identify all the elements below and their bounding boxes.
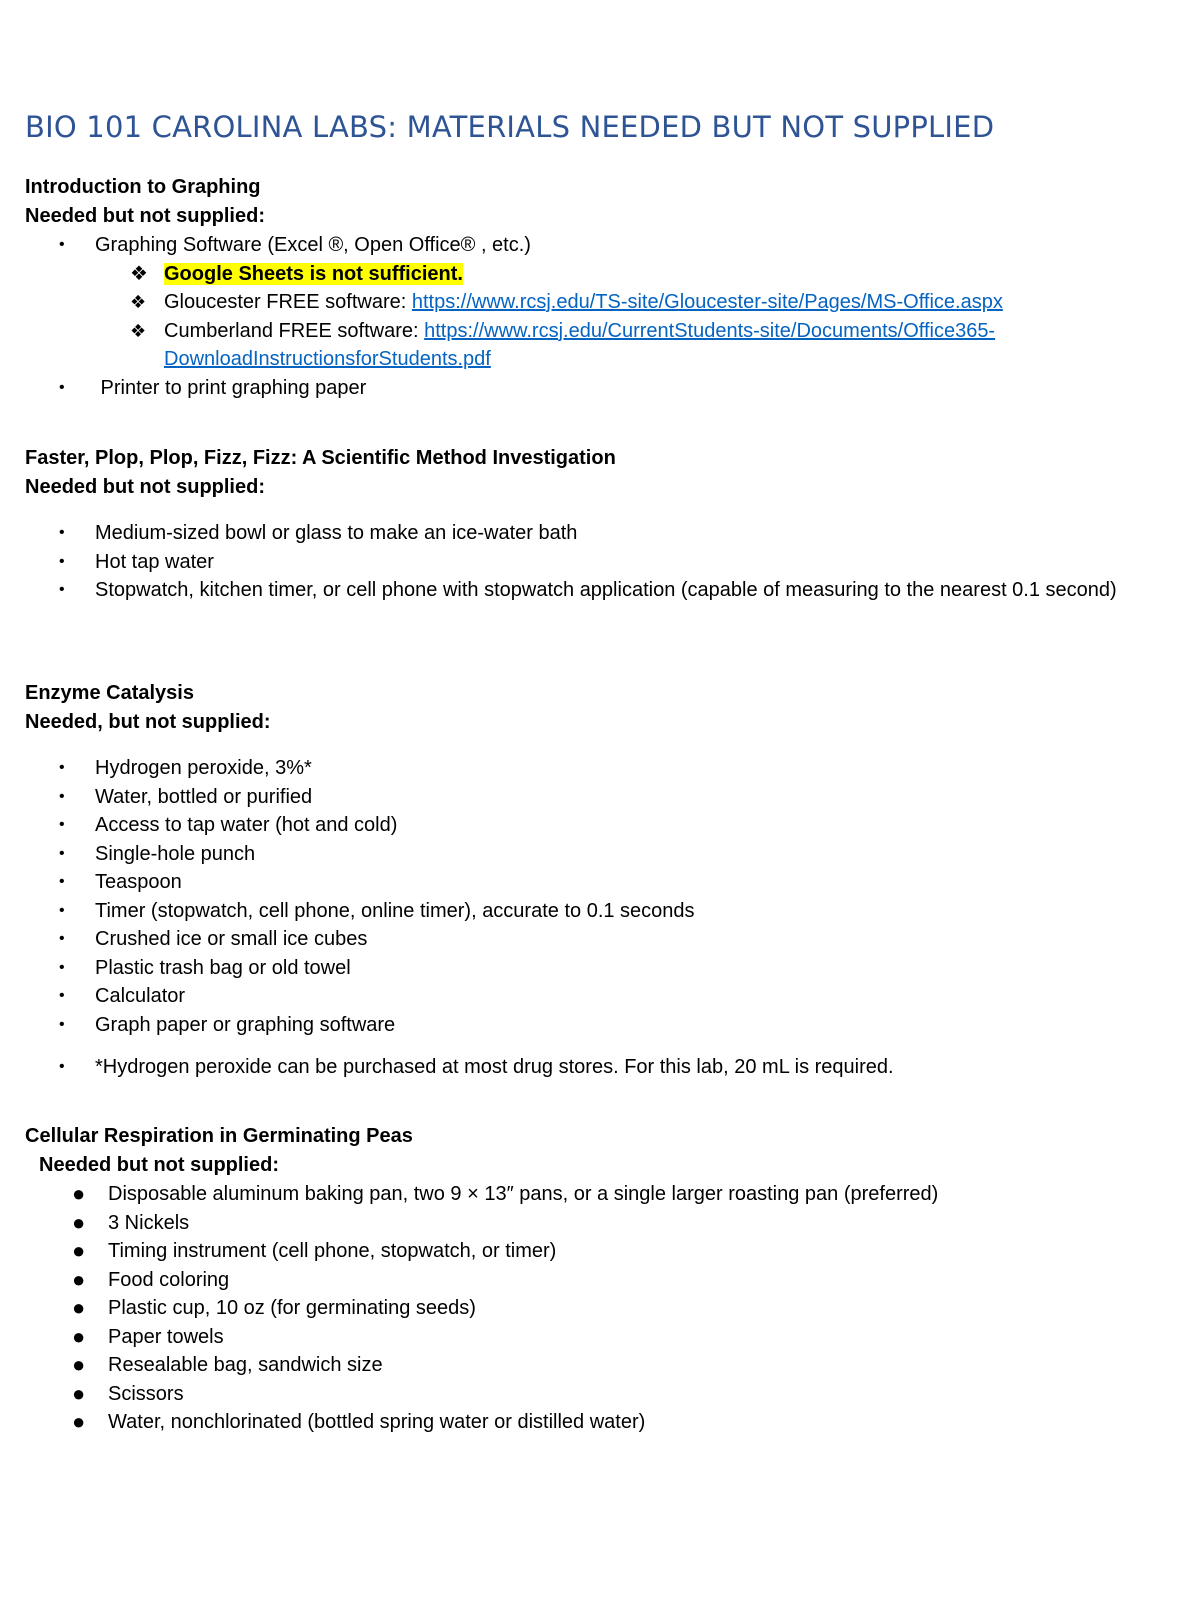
list-item — [25, 754, 1175, 783]
list-item — [25, 1380, 1175, 1409]
bullet-icon: ● — [72, 1409, 86, 1434]
list-item — [25, 783, 1175, 812]
section-heading: Introduction to Graphing — [25, 176, 261, 198]
list-item — [25, 374, 1175, 403]
materials-list — [25, 231, 1175, 260]
list-item — [25, 1351, 1175, 1380]
list-item — [25, 925, 1175, 954]
section-enzyme-catalysis — [25, 679, 1175, 1082]
list-item-text: Disposable aluminum baking pan, two 9 × 13″ pans, or a single larger roasting pan (preferred) — [108, 1183, 939, 1205]
materials-list — [25, 1180, 1175, 1437]
list-item — [25, 954, 1175, 983]
bullet-icon: • — [59, 1058, 65, 1075]
list-item-text: Medium-sized bowl or glass to make an ice-water bath — [95, 522, 578, 544]
sub-list-item — [25, 317, 1175, 374]
list-item — [25, 576, 1175, 605]
highlighted-warning: Google Sheets is not sufficient. — [164, 262, 463, 285]
bullet-icon: ● — [72, 1352, 86, 1377]
cumberland-software-link[interactable]: https://www.rcsj.edu/CurrentStudents-site/Documents/Office365- — [424, 319, 996, 342]
list-item — [25, 519, 1175, 548]
list-item-text: Timing instrument (cell phone, stopwatch, or timer) — [108, 1240, 557, 1262]
materials-list — [25, 754, 1175, 1082]
bullet-icon: • — [59, 816, 65, 833]
list-item-text: Plastic cup, 10 oz (for germinating seeds) — [108, 1297, 476, 1319]
bullet-icon: ● — [72, 1266, 86, 1292]
list-item — [25, 1408, 1175, 1437]
footnote-item — [25, 1053, 1175, 1082]
bullet-icon: ● — [72, 1238, 86, 1263]
sub-list — [25, 260, 1175, 374]
bullet-icon: • — [59, 236, 65, 253]
section-heading: Faster, Plop, Plop, Fizz, Fizz: A Scientific Method Investigation — [25, 447, 616, 469]
bullet-icon: ● — [72, 1380, 86, 1406]
list-item — [25, 1011, 1175, 1040]
bullet-icon: • — [59, 1015, 65, 1033]
bullet-icon: • — [59, 759, 65, 776]
list-item-text: Single-hole punch — [95, 842, 256, 865]
bullet-icon: • — [59, 930, 65, 947]
list-item-text: Plastic trash bag or old towel — [95, 956, 351, 979]
bullet-icon: ● — [72, 1181, 86, 1206]
list-item-text: Timer (stopwatch, cell phone, online timer), accurate to 0.1 seconds — [95, 899, 695, 922]
list-item-text: Graph paper or graphing software — [95, 1013, 396, 1036]
list-item — [25, 548, 1175, 577]
list-item-text: Printer to print graphing paper — [95, 376, 367, 399]
section-subheading: Needed but not supplied: — [25, 476, 265, 498]
section-scientific-method — [25, 444, 1175, 605]
section-introduction-to-graphing — [25, 173, 1175, 402]
link-label: Gloucester FREE software: — [164, 291, 412, 313]
sub-list-item — [25, 288, 1175, 317]
sub-list-item — [25, 260, 1175, 289]
list-item-text: Resealable bag, sandwich size — [108, 1354, 383, 1376]
list-item-text: Water, bottled or purified — [95, 785, 313, 808]
link-label: Cumberland FREE software: — [164, 319, 425, 342]
list-item — [25, 840, 1175, 869]
bullet-icon: • — [59, 901, 65, 919]
list-item — [25, 1237, 1175, 1266]
list-item-text: Hydrogen peroxide, 3%* — [95, 757, 312, 779]
list-item — [25, 897, 1175, 926]
list-item — [25, 1209, 1175, 1238]
list-item-text: Food coloring — [108, 1268, 230, 1291]
bullet-icon: • — [59, 581, 65, 598]
bullet-icon: • — [59, 552, 65, 570]
list-item-text: Hot tap water — [95, 550, 214, 573]
gloucester-software-link[interactable]: https://www.rcsj.edu/TS-site/Gloucester-site/Pages/MS-Office.aspx — [411, 291, 1003, 313]
list-item-text: 3 Nickels — [108, 1211, 190, 1234]
bullet-icon: ● — [72, 1295, 86, 1320]
bullet-icon: • — [59, 378, 65, 396]
bullet-icon: ● — [72, 1323, 86, 1349]
list-item-text: Graphing Software (Excel ®, Open Office® , etc.) — [95, 234, 531, 256]
list-item — [25, 1323, 1175, 1352]
list-item — [25, 868, 1175, 897]
bullet-icon: • — [59, 524, 65, 541]
bullet-icon: • — [59, 873, 65, 890]
list-item-text: Calculator — [95, 985, 186, 1007]
cumberland-software-link-continued[interactable]: DownloadInstructionsforStudents.pdf — [164, 348, 491, 370]
bullet-icon: • — [59, 958, 65, 976]
bullet-icon: ● — [72, 1209, 86, 1235]
list-item — [25, 1266, 1175, 1295]
page-title: BIO 101 CAROLINA LABS: MATERIALS NEEDED BUT NOT SUPPLIED — [25, 110, 995, 144]
list-item-text: Paper towels — [108, 1325, 224, 1348]
section-subheading: Needed, but not supplied: — [25, 711, 271, 733]
footnote-text: *Hydrogen peroxide can be purchased at most drug stores. For this lab, 20 mL is required. — [95, 1056, 894, 1078]
materials-list — [25, 374, 1175, 403]
section-subheading: Needed but not supplied: — [25, 205, 265, 227]
list-item — [25, 1180, 1175, 1209]
materials-list — [25, 519, 1175, 605]
list-item — [25, 811, 1175, 840]
list-item-text: Stopwatch, kitchen timer, or cell phone with stopwatch application (capable of measuring to the nearest 0.1 second) — [95, 579, 1117, 601]
bullet-icon: • — [59, 844, 65, 862]
list-item-text: Crushed ice or small ice cubes — [95, 928, 368, 950]
list-item — [25, 982, 1175, 1011]
bullet-icon: • — [59, 787, 65, 805]
bullet-icon: • — [59, 987, 65, 1004]
list-item — [25, 1294, 1175, 1323]
diamond-bullet-icon: ❖ — [130, 292, 147, 312]
list-item-text: Access to tap water (hot and cold) — [95, 814, 398, 836]
section-subheading: Needed but not supplied: — [39, 1154, 279, 1176]
list-item-text: Teaspoon — [95, 871, 182, 893]
section-heading: Cellular Respiration in Germinating Peas — [25, 1125, 413, 1147]
list-item — [25, 231, 1175, 260]
section-heading: Enzyme Catalysis — [25, 682, 194, 704]
section-cellular-respiration — [25, 1122, 1175, 1437]
list-item-text: Water, nonchlorinated (bottled spring water or distilled water) — [108, 1411, 646, 1433]
diamond-bullet-icon: ❖ — [130, 262, 148, 285]
list-item-text: Scissors — [108, 1382, 184, 1405]
diamond-bullet-icon: ❖ — [130, 320, 147, 341]
